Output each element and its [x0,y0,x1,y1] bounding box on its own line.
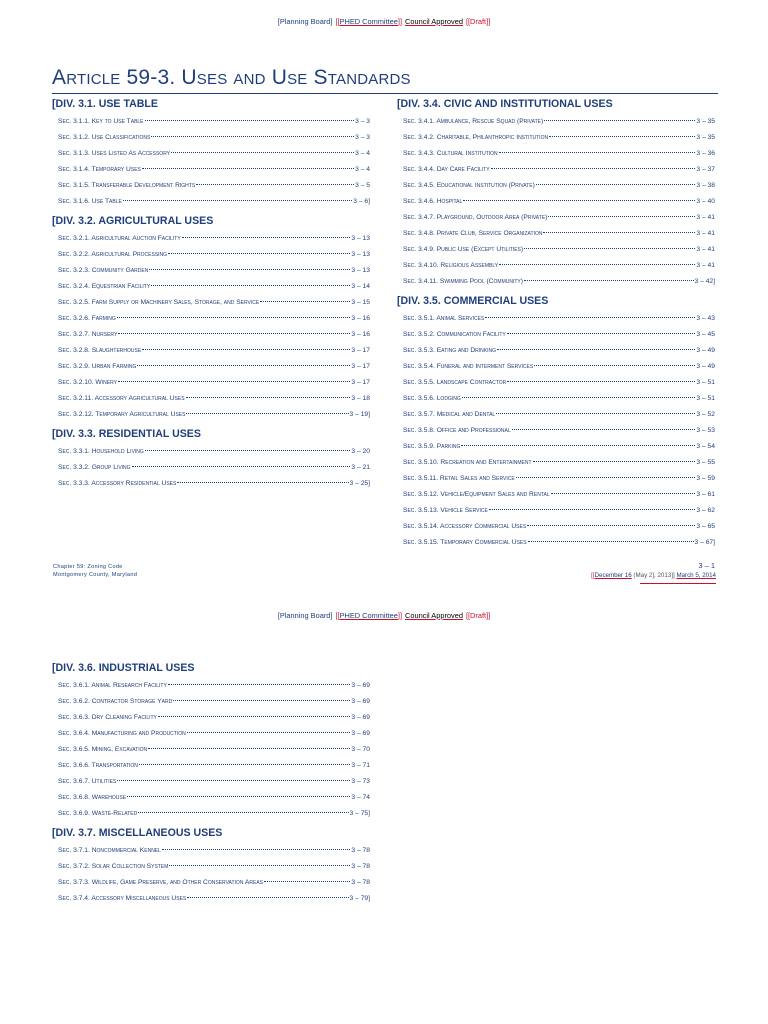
toc-entry[interactable]: Sec. 3.1.2. Use Classifications 3 – 3 [58,134,370,141]
draft-status-header: [Planning Board] [[PHED Committee]] Council Approved [[Draft]] [277,17,491,26]
toc-entry[interactable]: Sec. 3.4.3. Cultural Institution 3 – 36 [403,150,715,157]
toc-entry[interactable]: Sec. 3.4.4. Day Care Facility 3 – 37 [403,166,715,173]
toc-entry[interactable]: Sec. 3.7.4. Accessory Miscellaneous Uses 3 – 79] [58,895,370,902]
toc-entry[interactable]: Sec. 3.2.7. Nursery 3 – 16 [58,331,370,338]
toc-entry[interactable]: Sec. 3.1.6. Use Table 3 – 6] [58,198,370,205]
phed-committee-tag: PHED Committee [339,611,398,620]
toc-entry[interactable]: Sec. 3.2.3. Community Garden 3 – 13 [58,267,370,274]
toc-entry[interactable]: Sec. 3.4.6. Hospital 3 – 40 [403,198,715,205]
toc-entry[interactable]: Sec. 3.6.7. Utilities 3 – 73 [58,778,370,785]
planning-board-tag: [Planning Board] [277,17,333,26]
toc-entry[interactable]: Sec. 3.5.13. Vehicle Service 3 – 62 [403,507,715,514]
toc-entry[interactable]: Sec. 3.2.8. Slaughterhouse 3 – 17 [58,347,370,354]
toc-section [52,213,370,423]
toc-entry[interactable]: Sec. 3.4.11. Swimming Pool (Community) 3 – 42] [403,278,715,285]
toc-entry[interactable]: Sec. 3.3.1. Household Living 3 – 20 [58,448,370,455]
toc-entry[interactable]: Sec. 3.2.11. Accessory Agricultural Uses 3 – 18 [58,395,370,402]
toc-entry[interactable]: Sec. 3.5.2. Communication Facility 3 – 45 [403,331,715,338]
toc-section [397,293,715,551]
page-footer-left [53,563,137,579]
revision-dates: [[December 16 (May 2], 2013]] March 5, 2014 [591,572,716,579]
toc-entry[interactable]: Sec. 3.5.9. Parking 3 – 54 [403,443,715,450]
draft-status-header: [Planning Board] [[PHED Committee]] Council Approved [[Draft]] [277,611,491,620]
council-approved-tag: Council Approved [405,611,463,620]
toc-entry[interactable]: Sec. 3.5.4. Funeral and Interment Services 3 – 49 [403,363,715,370]
toc-entry[interactable]: Sec. 3.1.4. Temporary Uses 3 – 4 [58,166,370,173]
toc-entry[interactable]: Sec. 3.3.2. Group Living 3 – 21 [58,464,370,471]
toc-left-column [52,96,370,492]
toc-entry[interactable]: Sec. 3.6.9. Waste-Related 3 – 75] [58,810,370,817]
toc-entry[interactable]: Sec. 3.6.8. Warehouse 3 – 74 [58,794,370,801]
toc-entry[interactable]: Sec. 3.6.4. Manufacturing and Production 3 – 69 [58,730,370,737]
toc-entry[interactable]: Sec. 3.4.9. Public Use (Except Utilities) 3 – 41 [403,246,715,253]
division-heading: [DIV. 3.2. AGRICULTURAL USES [52,215,214,227]
revision-date-current: March 5, 2014 [676,572,716,579]
draft-tag: [[Draft]] [465,17,491,26]
toc-entry[interactable]: Sec. 3.4.2. Charitable, Philanthropic Institution 3 – 35 [403,134,715,141]
toc-entry[interactable]: Sec. 3.5.12. Vehicle/Equipment Sales and Rental 3 – 61 [403,491,715,498]
revision-date-struck: December 16 [594,572,632,579]
phed-committee-tag: PHED Committee [339,17,398,26]
chapter-label: Chapter 59: Zoning Code [53,564,123,570]
toc-entry[interactable]: Sec. 3.2.12. Temporary Agricultural Uses 3 – 19] [58,411,370,418]
toc-entry[interactable]: Sec. 3.2.5. Farm Supply or Machinery Sales, Storage, and Service 3 – 15 [58,299,370,306]
toc-entry[interactable]: Sec. 3.4.5. Educational Institution (Private) 3 – 38 [403,182,715,189]
toc-entry[interactable]: Sec. 3.5.10. Recreation and Entertainment 3 – 55 [403,459,715,466]
toc-entry[interactable]: Sec. 3.1.3. Uses Listed As Accessory 3 – 4 [58,150,370,157]
division-heading: [DIV. 3.3. RESIDENTIAL USES [52,428,201,440]
toc-section [52,426,370,492]
draft-tag: [[Draft]] [465,611,491,620]
toc-entry[interactable]: Sec. 3.2.6. Farming 3 – 16 [58,315,370,322]
toc-entry[interactable]: Sec. 3.7.3. Wildlife, Game Preserve, and Other Conservation Areas 3 – 78 [58,879,370,886]
toc-entry[interactable]: Sec. 3.1.1. Key to Use Table 3 – 3 [58,118,370,125]
toc-section [52,825,370,907]
toc-entry[interactable]: Sec. 3.5.14. Accessory Commercial Uses 3 – 65 [403,523,715,530]
toc-entry[interactable]: Sec. 3.5.11. Retail Sales and Service 3 – 59 [403,475,715,482]
toc-entry[interactable]: Sec. 3.5.8. Office and Professional 3 – 53 [403,427,715,434]
toc-entry[interactable]: Sec. 3.5.5. Landscape Contractor 3 – 51 [403,379,715,386]
toc-entry[interactable]: Sec. 3.5.1. Animal Services 3 – 43 [403,315,715,322]
toc-entry[interactable]: Sec. 3.6.1. Animal Research Facility 3 – 69 [58,682,370,689]
toc-entry[interactable]: Sec. 3.2.2. Agricultural Processing 3 – 13 [58,251,370,258]
article-title: Article 59-3. Uses and Use Standards [52,66,411,89]
toc-entry[interactable]: Sec. 3.4.7. Playground, Outdoor Area (Private) 3 – 41 [403,214,715,221]
toc-entry[interactable]: Sec. 3.1.5. Transferable Development Rights 3 – 5 [58,182,370,189]
toc-entry[interactable]: Sec. 3.5.3. Eating and Drinking 3 – 49 [403,347,715,354]
division-heading: [DIV. 3.1. USE TABLE [52,98,158,110]
division-heading: [DIV. 3.7. MISCELLANEOUS USES [52,827,223,839]
toc-entry[interactable]: Sec. 3.2.1. Agricultural Auction Facility 3 – 13 [58,235,370,242]
page-number: 3 – 1 [698,561,715,570]
toc-entry[interactable]: Sec. 3.3.3. Accessory Residential Uses 3 – 25] [58,480,370,487]
toc-section [52,96,370,210]
toc-section [397,96,715,290]
toc-entry[interactable]: Sec. 3.6.3. Dry Cleaning Facility 3 – 69 [58,714,370,721]
toc-entry[interactable]: Sec. 3.2.10. Winery 3 – 17 [58,379,370,386]
title-rule [52,93,718,94]
footer-rule [640,583,716,584]
toc-right-column [397,96,715,551]
toc-entry[interactable]: Sec. 3.7.2. Solar Collection System 3 – 78 [58,863,370,870]
division-heading: [DIV. 3.5. COMMERCIAL USES [397,295,549,307]
toc-entry[interactable]: Sec. 3.6.2. Contractor Storage Yard 3 – 69 [58,698,370,705]
toc-page2-column [52,660,370,907]
county-label: Montgomery County, Maryland [53,572,138,578]
toc-entry[interactable]: Sec. 3.2.4. Equestrian Facility 3 – 14 [58,283,370,290]
division-heading: [DIV. 3.6. INDUSTRIAL USES [52,662,195,674]
toc-entry[interactable]: Sec. 3.5.6. Lodging 3 – 51 [403,395,715,402]
planning-board-tag: [Planning Board] [277,611,333,620]
toc-entry[interactable]: Sec. 3.4.8. Private Club, Service Organization 3 – 41 [403,230,715,237]
toc-entry[interactable]: Sec. 3.2.9. Urban Farming 3 – 17 [58,363,370,370]
toc-entry[interactable]: Sec. 3.6.5. Mining, Excavation 3 – 70 [58,746,370,753]
toc-entry[interactable]: Sec. 3.6.6. Transportation 3 – 71 [58,762,370,769]
toc-section [52,660,370,822]
division-heading: [DIV. 3.4. CIVIC AND INSTITUTIONAL USES [397,98,613,110]
toc-entry[interactable]: Sec. 3.4.1. Ambulance, Rescue Squad (Private) 3 – 35 [403,118,715,125]
toc-entry[interactable]: Sec. 3.4.10. Religious Assembly 3 – 41 [403,262,715,269]
toc-entry[interactable]: Sec. 3.7.1. Noncommercial Kennel 3 – 78 [58,847,370,854]
toc-entry[interactable]: Sec. 3.5.15. Temporary Commercial Uses 3 – 67] [403,539,715,546]
toc-entry[interactable]: Sec. 3.5.7. Medical and Dental 3 – 52 [403,411,715,418]
council-approved-tag: Council Approved [405,17,463,26]
